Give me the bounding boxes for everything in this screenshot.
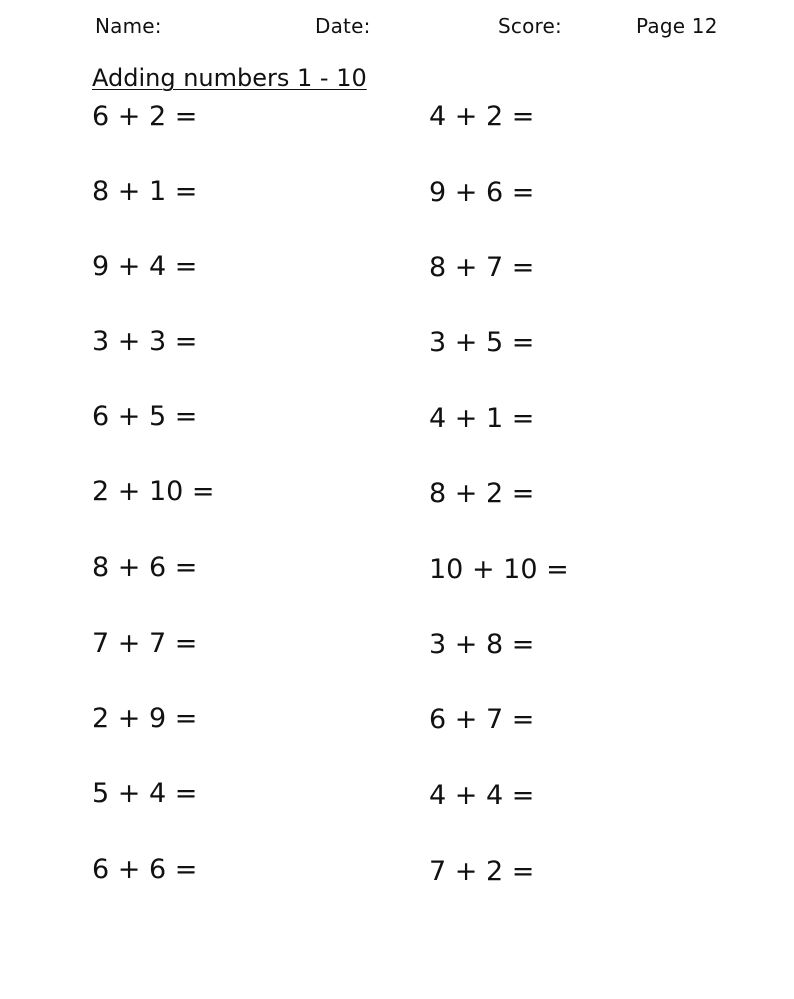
problem-item: 8 + 6 = — [92, 552, 198, 583]
name-label: Name: — [95, 14, 162, 38]
problem-item: 6 + 5 = — [92, 401, 198, 432]
problem-item: 2 + 9 = — [92, 703, 198, 734]
problem-item: 6 + 6 = — [92, 854, 198, 885]
problem-item: 4 + 2 = — [429, 101, 535, 132]
date-label: Date: — [315, 14, 371, 38]
problem-item: 3 + 3 = — [92, 326, 198, 357]
worksheet-title: Adding numbers 1 - 10 — [92, 64, 367, 92]
problem-item: 3 + 5 = — [429, 327, 535, 358]
problem-item: 8 + 7 = — [429, 252, 535, 283]
problem-item: 2 + 10 = — [92, 476, 215, 507]
problem-item: 6 + 7 = — [429, 704, 535, 735]
page-number: Page 12 — [636, 14, 718, 38]
problem-item: 4 + 4 = — [429, 780, 535, 811]
problem-item: 9 + 4 = — [92, 251, 198, 282]
problem-item: 9 + 6 = — [429, 177, 535, 208]
problem-item: 10 + 10 = — [429, 554, 569, 585]
problem-item: 5 + 4 = — [92, 778, 198, 809]
problem-item: 6 + 2 = — [92, 101, 198, 132]
problem-item: 3 + 8 = — [429, 629, 535, 660]
problem-item: 8 + 2 = — [429, 478, 535, 509]
problem-item: 7 + 7 = — [92, 628, 198, 659]
problem-item: 4 + 1 = — [429, 403, 535, 434]
problem-item: 7 + 2 = — [429, 856, 535, 887]
problem-item: 8 + 1 = — [92, 176, 198, 207]
score-label: Score: — [498, 14, 562, 38]
